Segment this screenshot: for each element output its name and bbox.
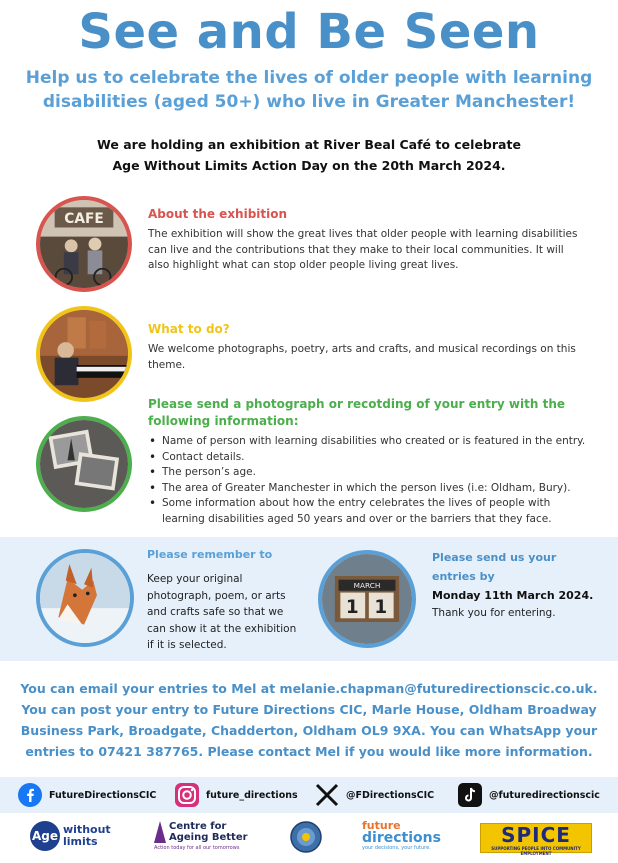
fox-artwork — [36, 549, 134, 647]
what-to-do-body: We welcome photographs, poetry, arts and crafts, and musical recordings on this theme. — [148, 343, 576, 371]
facebook-icon — [18, 783, 42, 807]
poster-subtitle — [20, 66, 598, 114]
intro-line-1: We are holding an exhibition at River Beal Café to celebrate — [97, 137, 521, 152]
centre-for-ageing-better-logo — [154, 821, 254, 851]
remember-body: Keep your original photograph, poem, or arts and crafts safe so that we can show it at the exhibition if it is selected. — [147, 573, 297, 651]
deadline-block — [432, 548, 602, 621]
tiktok-handle: @futuredirectionscic — [489, 789, 600, 801]
tiktok-link[interactable] — [458, 783, 600, 807]
fd-logo-tagline: your decisions, your future. — [362, 845, 431, 851]
cab-logo-mark — [154, 821, 166, 843]
age-logo-text — [63, 824, 111, 848]
age-logo-circle: Age — [30, 821, 60, 851]
cafe-photo — [36, 196, 132, 292]
remember-block — [147, 548, 297, 654]
list-item: • The area of Greater Manchester in which the person lives (i.e: Oldham, Bury). — [148, 481, 588, 497]
subtitle-line-2: disabilities (aged 50+) who live in Greater Manchester! — [42, 92, 576, 112]
calendar-day-1: 1 — [345, 596, 359, 618]
facebook-link[interactable] — [18, 783, 156, 807]
calendar-photo — [318, 550, 416, 648]
calendar-month-text: MARCH — [353, 580, 381, 590]
calendar-day-2: 1 — [374, 596, 388, 618]
social-bar — [0, 777, 618, 813]
cab-logo-tagline: Action today for all our tomorrows — [154, 845, 240, 851]
send-info-heading: Please send a photograph or recotding of your entry with the following information: — [148, 397, 566, 428]
about-section — [148, 207, 588, 274]
what-to-do-heading: What to do? — [148, 322, 230, 336]
age-logo-line-1: without — [63, 823, 111, 836]
subtitle-line-1: Help us to celebrate the lives of older people with learning — [25, 68, 593, 88]
contact-line-3: Business Park, Broadgate, Chadderton, Oldham OL9 9XA. You can WhatsApp your — [20, 723, 598, 738]
list-item: • The person’s age. — [148, 465, 588, 481]
what-to-do-section — [148, 322, 588, 373]
contact-line-4: entries to 07421 387765. Please contact Mel if you would like more information. — [25, 744, 593, 759]
x-link[interactable] — [315, 783, 434, 807]
spice-logo-name: SPICE — [501, 823, 571, 847]
intro-text — [30, 134, 588, 176]
send-info-section — [148, 396, 588, 527]
deadline-heading-1: Please send us your — [432, 551, 557, 564]
seal-icon — [290, 821, 322, 853]
deadline-heading-2: entries by — [432, 570, 495, 583]
about-heading: About the exhibition — [148, 207, 288, 221]
deadline-thanks: Thank you for entering. — [432, 607, 556, 619]
cafe-sign-text: CAFE — [64, 210, 104, 227]
cab-logo-line-2: Ageing Better — [169, 832, 248, 843]
remember-heading: Please remember to — [147, 548, 273, 561]
fd-logo-line-1: future — [362, 819, 401, 832]
future-directions-logo — [362, 820, 444, 851]
list-item: • Contact details. — [148, 450, 588, 466]
intro-line-2: Age Without Limits Action Day on the 20th March 2024. — [112, 158, 506, 173]
cab-logo-name — [169, 821, 248, 843]
instagram-link[interactable] — [175, 783, 298, 807]
send-info-list — [148, 434, 588, 527]
contact-line-1[interactable]: You can email your entries to Mel at melanie.chapman@futuredirectionscic.co.uk. — [20, 681, 598, 696]
x-handle: @FDirectionsCIC — [346, 789, 435, 801]
photographs-photo — [36, 416, 132, 512]
instagram-icon — [175, 783, 199, 807]
fd-logo-line-2: directions — [362, 830, 441, 846]
deadline-date: Monday 11th March 2024. — [432, 589, 594, 602]
about-body: The exhibition will show the great lives that older people with learning disabilities can live and the contributions that they make to their local communities. It will also highlight what can stop older people living great lives. — [148, 228, 578, 271]
list-item: • Name of person with learning disabilities who created or is featured in the entry. — [148, 434, 588, 450]
spice-logo-tagline: SUPPORTING PEOPLE INTO COMMUNITY EMPLOYMENT — [491, 846, 581, 856]
instagram-handle: future_directions — [206, 789, 298, 801]
poster-title: See and Be Seen — [78, 4, 540, 60]
piano-photo — [36, 306, 132, 402]
age-logo-line-2: limits — [63, 835, 98, 848]
contact-info — [20, 678, 598, 762]
spice-logo — [480, 823, 592, 856]
tiktok-icon — [458, 783, 482, 807]
facebook-handle: FutureDirectionsCIC — [49, 789, 157, 801]
partner-logos — [0, 813, 618, 863]
age-without-limits-logo — [30, 821, 111, 851]
contact-line-2: You can post your entry to Future Directions CIC, Marle House, Oldham Broadway — [21, 702, 597, 717]
seal-logo — [290, 821, 322, 853]
x-icon — [315, 783, 339, 807]
cab-logo-line-1: Centre for — [169, 821, 227, 832]
list-item: • Some information about how the entry celebrates the lives of people with learning disabilities aged 50 years and over or the barriers that they face. — [148, 496, 588, 527]
